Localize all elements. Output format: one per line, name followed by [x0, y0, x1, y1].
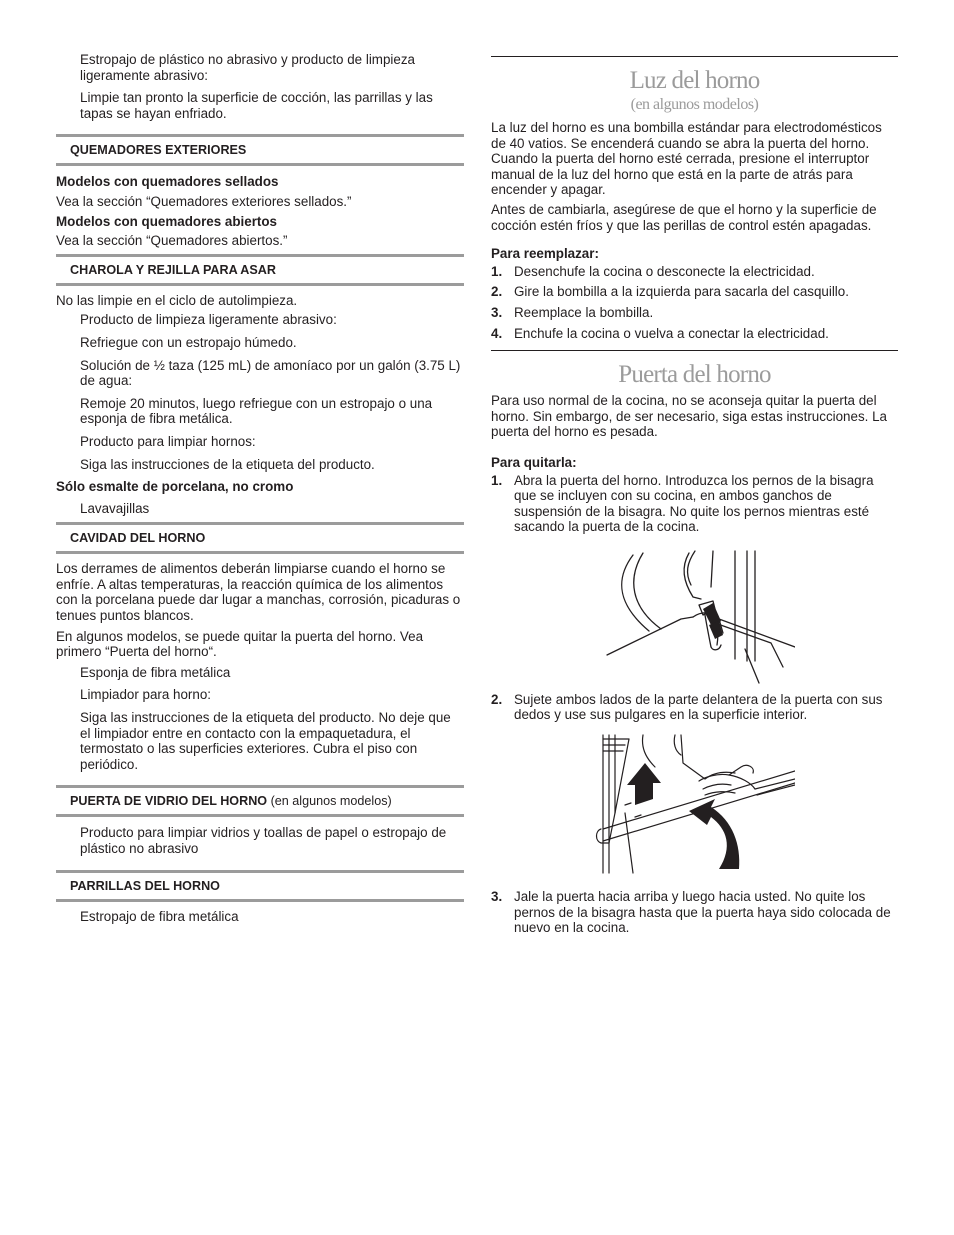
broiler-text-7: Siga las instrucciones de la etiqueta del producto.	[80, 456, 375, 472]
oven-light-subtitle: (en algunos modelos)	[630, 96, 759, 113]
section-header-glass-door	[56, 785, 464, 817]
sealed-burners-text: Vea la sección “Quemadores exteriores sellados.”	[56, 193, 352, 209]
step-number: 1.	[491, 472, 503, 488]
glass-door-text-1: Producto para limpiar vidrios y toallas de papel o estropajo de plástico no abrasivo	[80, 825, 447, 856]
glass-door-header: PUERTA DE VIDRIO DEL HORNO	[70, 794, 268, 809]
intro-text-1: Estropajo de plástico no abrasivo y producto de limpieza ligeramente abrasivo:	[80, 52, 415, 83]
step-text: Desenchufe la cocina o desconecte la electricidad.	[514, 263, 815, 279]
section-header-racks: PARRILLAS DEL HORNO	[56, 870, 464, 902]
step-text: Jale la puerta hacia arriba y luego hacia usted. No quite los pernos de la bisagra hasta que la puerta haya sido colocada de nuevo en la cocina.	[514, 889, 891, 936]
cavity-text-3: Esponja de fibra metálica	[80, 664, 231, 680]
step-text: Sujete ambos lados de la parte delantera de la puerta con sus dedos y use sus pulgares en la superficie interior.	[514, 691, 883, 723]
replace-step-2	[491, 284, 898, 300]
broiler-text-6: Producto para limpiar hornos:	[80, 433, 256, 449]
cavity-text-2: En algunos modelos, se puede quitar la puerta del horno. Vea primero “Puerta del horno“.	[56, 628, 424, 660]
light-text-1: La luz del horno es una bombilla estándar para electrodomésticos de 40 vatios. Se encenderá cuando se abra la puerta del horno. Cuando la puerta del horno esté cerrada, presione el interruptor manual de la luz del horno que está en la parte de atrás para encender y apagar.	[491, 120, 882, 198]
light-text-2: Antes de cambiarla, asegúrese de que el horno y la superficie de cocción estén fríos y que las perillas de control estén apagadas.	[491, 201, 877, 233]
step-number: 3.	[491, 889, 503, 905]
step-text: Enchufe la cocina o vuelva a conectar la electricidad.	[514, 325, 829, 341]
section-header-cavity: CAVIDAD DEL HORNO	[56, 522, 464, 554]
step-text: Abra la puerta del horno. Introduzca los pernos de la bisagra que se incluyen con su cocina, en ambos ganchos de suspensión de la bisagra. No quite los pernos mientras esté sacando la puerta de la cocina.	[514, 472, 874, 535]
door-lift-illustration	[595, 733, 795, 875]
racks-text-1: Estropajo de fibra metálica	[80, 908, 239, 924]
cavity-text-4: Limpiador para horno:	[80, 687, 212, 703]
oven-door-title: Puerta del horno	[618, 361, 771, 389]
broiler-text-2: Producto de limpieza ligeramente abrasivo:	[80, 312, 337, 328]
step-number: 4.	[491, 325, 503, 341]
glass-door-header-sub: (en algunos modelos)	[267, 794, 392, 809]
replace-step-3	[491, 305, 898, 321]
broiler-text-1: No las limpie en el ciclo de autolimpieza.	[56, 292, 298, 308]
cavity-text-1: Los derrames de alimentos deberán limpiarse cuando el horno se enfríe. A altas temperaturas, la reacción química de los alimentos con la porcelana puede dar lugar a manchas, corrosión, picaduras o tenues puntos blancos.	[56, 561, 461, 624]
oven-light-title: Luz del horno	[629, 67, 760, 94]
open-burners-text: Vea la sección “Quemadores abiertos.”	[56, 233, 288, 249]
replace-step-4	[491, 326, 898, 342]
broiler-text-4: Solución de ½ taza (125 mL) de amoníaco por un galón (3.75 L) de agua:	[80, 357, 461, 389]
broiler-text-9: Lavavajillas	[80, 500, 150, 516]
intro-text-2: Limpie tan pronto la superficie de cocción, las parrillas y las tapas se hayan enfriado.	[80, 90, 433, 121]
broiler-text-5: Remoje 20 minutos, luego refriegue con un estropajo o una esponja de fibra metálica.	[80, 395, 433, 427]
remove-step-2	[491, 692, 898, 723]
remove-title: Para quitarla:	[491, 454, 577, 470]
step-number: 3.	[491, 304, 503, 320]
step-number: 2.	[491, 691, 503, 707]
remove-step-1	[491, 473, 898, 535]
broiler-text-8: Sólo esmalte de porcelana, no cromo	[56, 479, 294, 495]
remove-step-3	[491, 889, 898, 936]
right-column	[491, 0, 898, 936]
section-header-burners: QUEMADORES EXTERIORES	[56, 134, 464, 166]
open-burners-title: Modelos con quemadores abiertos	[56, 213, 277, 229]
broiler-text-3: Refriegue con un estropajo húmedo.	[80, 334, 297, 350]
replace-title: Para reemplazar:	[491, 246, 599, 262]
replace-step-1	[491, 264, 898, 280]
left-column	[56, 0, 464, 924]
hinge-pin-illustration	[595, 549, 795, 684]
section-header-broiler: CHAROLA Y REJILLA PARA ASAR	[56, 254, 464, 286]
sealed-burners-title: Modelos con quemadores sellados	[56, 174, 279, 190]
step-number: 1.	[491, 263, 503, 279]
cavity-text-5: Siga las instrucciones de la etiqueta del producto. No deje que el limpiador entre en contacto con la empaquetadura, el termostato o las superficies exteriores. Cubra el piso con periódico.	[80, 710, 451, 772]
step-text: Gire la bombilla a la izquierda para sacarla del casquillo.	[514, 284, 849, 300]
door-text-1: Para uso normal de la cocina, no se aconseja quitar la puerta del horno. Sin embargo, de ser necesario, siga estas instrucciones. La puerta del horno es pesada.	[491, 393, 887, 440]
step-text: Reemplace la bombilla.	[514, 304, 654, 320]
step-number: 2.	[491, 284, 503, 300]
